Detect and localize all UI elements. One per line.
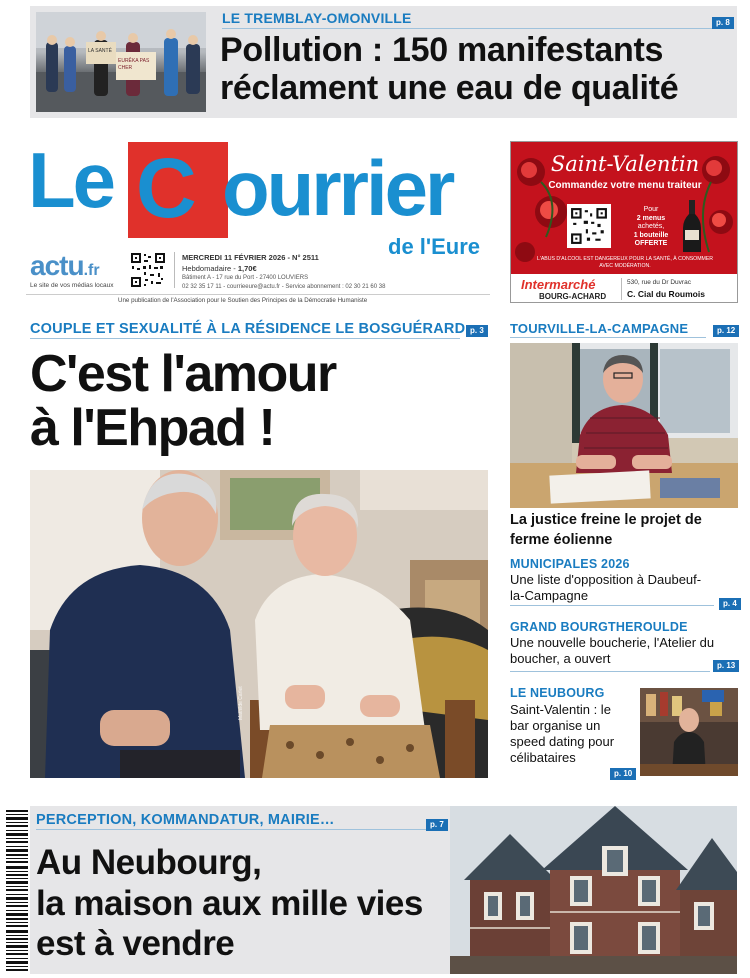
protest-photo [36,12,206,112]
bottom-kicker[interactable]: PERCEPTION, KOMMANDATUR, MAIRIE… [36,812,335,828]
bottom-page[interactable]: p. 7 [426,819,448,831]
lead-photo-credit: Mathilde Carlet [238,686,244,720]
protest-sign-2: EURÊKA PAS CHER [118,58,150,71]
ad-footer-divider [621,278,622,300]
top-banner-headline-1[interactable]: Pollution : 150 manifestants [220,31,664,69]
ad-brand: Intermarché [521,277,596,292]
top-banner-page[interactable]: p. 8 [712,17,734,29]
address: Bâtiment A - 17 rue du Port - 27400 LOUVIERS [182,275,309,281]
actu-logo-tld: .fr [83,262,100,279]
masthead [26,136,490,310]
story1-headline[interactable]: La justice freine le projet de ferme éolienne [510,512,702,548]
masthead-title-rest: ourrier [222,144,453,232]
story1-page[interactable]: p. 12 [713,325,739,337]
lead-kicker-rule [30,338,460,339]
story3-rule [510,671,710,672]
story4-headline[interactable]: Saint-Valentin : le bar organise un speed dating pour célibataires [510,702,615,765]
top-banner-headline-2[interactable]: réclament une eau de qualité [220,69,679,107]
top-banner-rule [222,28,730,29]
top-banner[interactable] [30,6,737,118]
lead-headline-2[interactable]: à l'Ehpad ! [30,399,275,457]
masthead-qr-code[interactable] [130,252,166,288]
ad-subtitle: Commandez votre menu traiteur [548,180,702,191]
story2-headline[interactable]: Une liste d'opposition à Daubeuf-la-Campagne [510,572,702,603]
lead-page[interactable]: p. 3 [466,325,488,337]
bottom-headline-2[interactable]: la maison aux mille vies [36,884,423,923]
frequency: Hebdomadaire [182,264,232,273]
protest-sign-1: LA SANTÉ [88,48,112,54]
publisher-line: Une publication de l'Association pour le Soutien des Principes de la Démocratie Humaniste [118,297,368,304]
story1-photo[interactable] [510,343,738,508]
bottom-headline-1[interactable]: Au Neubourg, [36,843,262,882]
ad-offer-line1: Pour [643,206,659,213]
story3-headline[interactable]: Une nouvelle boucherie, l'Atelier du boucher, a ouvert [510,635,715,666]
masthead-title-c: C [136,141,197,235]
bottom-headline-3[interactable]: est à vendre [36,924,235,963]
masthead-subtitle: de l'Eure [388,234,481,259]
ad-offer-line5: OFFERTE [634,240,668,247]
publisher-rule [26,294,490,295]
ad-brand-location: BOURG-ACHARD [539,292,607,301]
ad-qr-code[interactable] [567,204,611,248]
masthead-title-le: Le [28,136,114,224]
bottom-house-photo[interactable] [450,806,737,974]
ad-offer [625,206,677,249]
ad-footer [511,274,738,303]
story4-photo[interactable] [640,688,738,776]
story3-page[interactable]: p. 13 [713,660,739,672]
story2-page[interactable]: p. 4 [719,598,741,610]
ad-warning: L'ABUS D'ALCOOL EST DANGEREUX POUR LA SANTÉ, À CONSOMMER AVEC MODÉRATION. [536,256,714,269]
lead-photo[interactable] [30,470,488,778]
actu-logo [30,250,100,282]
barcode [6,808,28,972]
contact: 02 32 35 17 11 - courrieeure@actu.fr - Service abonnement : 02 30 21 60 38 [182,284,386,290]
masthead-divider [174,252,175,288]
issue-line: MERCREDI 11 FÉVRIER 2026 - N° 2511 [182,253,319,262]
bottom-kicker-rule [36,829,426,830]
ad-address-line1: 530, rue du Dr Duvrac [627,279,691,286]
price: 1,70€ [237,264,257,273]
lead-headline-1[interactable]: C'est l'amour [30,345,336,403]
ad-title: Saint-Valentin [550,152,700,176]
story2-rule [510,605,714,606]
wine-bottle-icon [681,200,703,254]
story2-kicker[interactable]: MUNICIPALES 2026 [510,557,630,571]
story1-kicker[interactable]: TOURVILLE-LA-CAMPAGNE [510,321,689,336]
ad-offer-line2: 2 menus [636,214,666,222]
lead-kicker[interactable]: COUPLE ET SEXUALITÉ À LA RÉSIDENCE LE BOSGUÉRARD [30,321,466,337]
ad-address-line2: C. Cial du Roumois [627,289,705,299]
story3-kicker[interactable]: GRAND BOURGTHEROULDE [510,620,688,634]
bottom-story[interactable] [30,806,737,974]
story1-rule [510,337,706,338]
intermarche-ad[interactable] [510,141,738,303]
ad-offer-line3: achetés, [637,223,665,230]
top-banner-kicker[interactable]: LE TREMBLAY-OMONVILLE [222,10,412,26]
actu-tagline: Le site de vos médias locaux [30,282,114,289]
story4-kicker[interactable]: LE NEUBOURG [510,686,605,700]
frequency-price: Hebdomadaire - 1,70€ [182,264,257,273]
ad-offer-line4: 1 bouteille [633,231,669,239]
actu-logo-text: actu [30,250,84,281]
story4-page[interactable]: p. 10 [610,768,636,780]
